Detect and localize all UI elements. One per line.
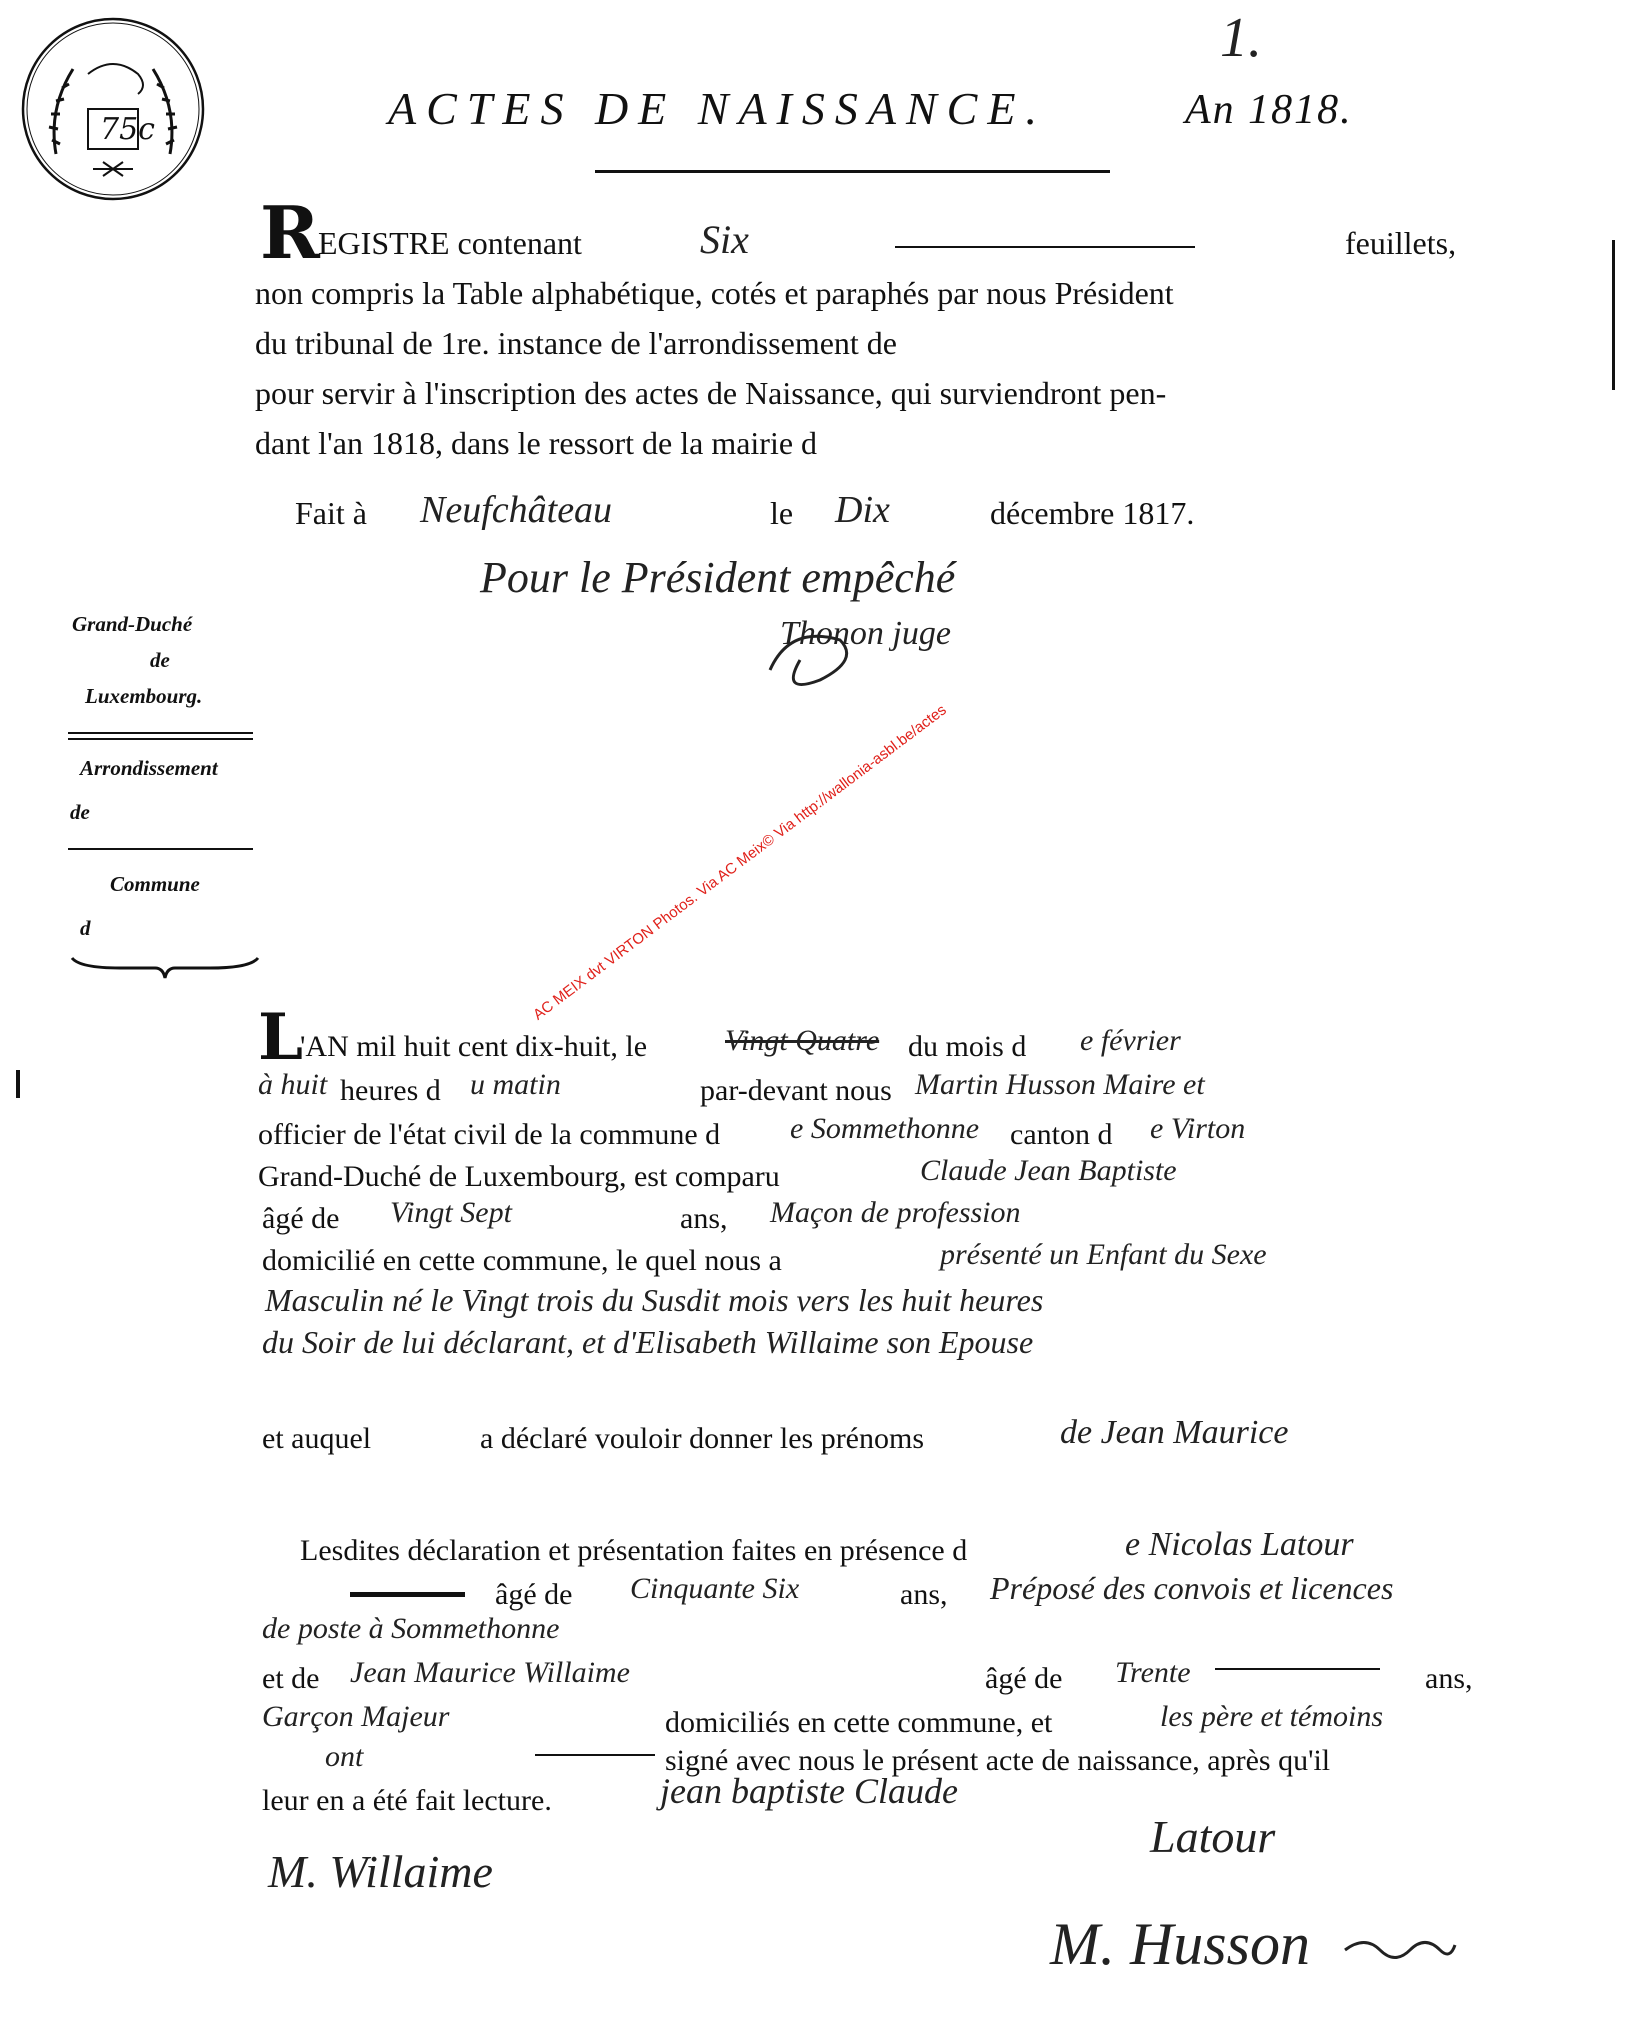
act-line-4: Grand-Duché de Luxembourg, est comparu [258, 1160, 780, 1193]
act-line-9-a: et auquel [262, 1422, 372, 1455]
act-line-6: domicilié en cette commune, le quel nous a [262, 1244, 782, 1277]
act-commune-hand: e Sommethonne [790, 1112, 980, 1145]
fait-a: Fait à [295, 495, 367, 531]
stamp-value: 75c [100, 112, 155, 147]
willaime-signature: M. Willaime [268, 1846, 493, 1897]
register-line-4: pour servir à l'inscription des actes de Naissance, qui surviendront pen- [255, 375, 1167, 411]
act-canton-hand: e Virton [1150, 1112, 1246, 1145]
witness-ont-hand: ont [325, 1740, 364, 1773]
latour-signature: Latour [1150, 1811, 1276, 1862]
witness-line-4-c: ans, [1425, 1662, 1473, 1695]
register-line-2: non compris la Table alphabétique, cotés et paraphés par nous Président [255, 275, 1174, 311]
fait-le: le [770, 495, 794, 531]
register-sheets-hand: Six [700, 217, 749, 262]
sidebar-commune-d: d [80, 916, 91, 940]
witness-1-age-hand: Cinquante Six [630, 1572, 800, 1605]
act-presented-hand: présenté un Enfant du Sexe [940, 1238, 1267, 1271]
title-year: An 1818. [1185, 87, 1353, 133]
act-line-9-b: a déclaré vouloir donner les prénoms [480, 1422, 925, 1455]
act-declarant-hand: Claude Jean Baptiste [920, 1154, 1177, 1187]
judge-flourish [760, 620, 870, 700]
sidebar-gd-line2: de [150, 648, 170, 672]
fait-day: Dix [835, 489, 890, 531]
sidebar-arrondissement: Arrondissement [80, 756, 218, 780]
act-line-2-a: heures d [340, 1074, 441, 1107]
sidebar-commune: Commune [110, 872, 200, 896]
act-mother-hand: du Soir de lui déclarant, et d'Elisabeth Willaime son Epouse [262, 1324, 1034, 1360]
witness-2-hand: Jean Maurice Willaime [350, 1656, 630, 1689]
act-line-1-b: du mois d [908, 1030, 1027, 1063]
act-line-1-a: 'AN mil huit cent dix-huit, le [300, 1030, 648, 1063]
sidebar-rule-1 [68, 732, 253, 734]
dropcap-l: L [258, 1000, 303, 1075]
act-line-2-b: par-devant nous [700, 1074, 892, 1107]
witness-line-6: signé avec nous le présent acte de naissance, après qu'il [665, 1744, 1331, 1777]
witness-blank-rule [350, 1592, 465, 1597]
sidebar-rule-2 [68, 738, 253, 740]
page-number: 1. [1220, 7, 1262, 69]
dropcap-r: R [260, 190, 320, 275]
watermark: AC MEIX dvt VIRTON Photos. Via AC Meix© Via http://wallonia-asbl.be/actes [530, 701, 950, 1024]
sidebar-arr-de: de [70, 800, 90, 824]
president-signature: Pour le Président empêché [480, 553, 956, 602]
fait-place: Neufchâteau [420, 489, 613, 531]
register-line-1-suffix: feuillets, [1345, 225, 1457, 261]
register-line-3: du tribunal de 1re. instance de l'arrondissement de [255, 325, 897, 361]
witness-line-4-a: et de [262, 1662, 320, 1695]
judge-signature: Thonon juge [780, 615, 951, 652]
page-title: ACTES DE NAISSANCE. [388, 83, 1047, 134]
father-signature: jean baptiste Claude [660, 1771, 958, 1811]
act-profession-hand: Maçon de profession [770, 1196, 1021, 1229]
witness-1-profession-hand: Préposé des convois et licences [990, 1570, 1394, 1606]
act-time-hand: u matin [470, 1068, 561, 1101]
tax-stamp [18, 14, 208, 204]
act-birth-hand: Masculin né le Vingt trois du Susdit mois vers les huit heures [265, 1282, 1044, 1318]
witness-line-2-a: âgé de [495, 1578, 573, 1611]
fait-date: décembre 1817. [990, 495, 1195, 531]
edge-mark [1612, 240, 1615, 390]
margin-mark [16, 1070, 20, 1098]
sidebar-rule-3 [68, 848, 253, 850]
register-line-1: EGISTRE contenant [318, 225, 582, 261]
sidebar-gd-line3: Luxembourg. [85, 684, 203, 708]
act-mayor-hand: Martin Husson Maire et [915, 1068, 1205, 1101]
sidebar-brace [70, 950, 260, 980]
act-day-hand: Vingt Quatre [725, 1024, 880, 1057]
act-given-names-hand: de Jean Maurice [1060, 1414, 1289, 1451]
sidebar-gd-line1: Grand-Duché [72, 612, 193, 636]
witness-line-5: domiciliés en cette commune, et [665, 1706, 1053, 1739]
witness-2-age-hand: Trente [1115, 1656, 1191, 1689]
act-age-hand: Vingt Sept [390, 1196, 512, 1229]
act-hour-hand: à huit [258, 1068, 328, 1101]
husson-signature: M. Husson [1050, 1911, 1311, 1977]
act-line-5-b: ans, [680, 1202, 728, 1235]
act-line-3-b: canton d [1010, 1118, 1113, 1151]
witness-2-status-hand: Garçon Majeur [262, 1700, 450, 1733]
witness-line-1: Lesdites déclaration et présentation faites en présence d [300, 1534, 968, 1567]
witness-father-hand: les père et témoins [1160, 1700, 1383, 1733]
witness-line-7: leur en a été fait lecture. [262, 1784, 552, 1817]
witness-line-2-b: ans, [900, 1578, 948, 1611]
register-line-5: dant l'an 1818, dans le ressort de la mairie d [255, 425, 818, 461]
title-rule [595, 170, 1110, 173]
witness-1-residence-hand: de poste à Sommethonne [262, 1612, 560, 1645]
witness-line-4-b: âgé de [985, 1662, 1063, 1695]
act-line-5-a: âgé de [262, 1202, 340, 1235]
witness-1-hand: e Nicolas Latour [1125, 1526, 1354, 1563]
witness-2-rule [1215, 1668, 1380, 1670]
husson-flourish [1340, 1930, 1460, 1970]
act-line-3-a: officier de l'état civil de la commune d [258, 1118, 721, 1151]
ont-rule [535, 1754, 655, 1756]
blank-rule [895, 246, 1195, 248]
act-month-hand: e février [1080, 1024, 1181, 1057]
